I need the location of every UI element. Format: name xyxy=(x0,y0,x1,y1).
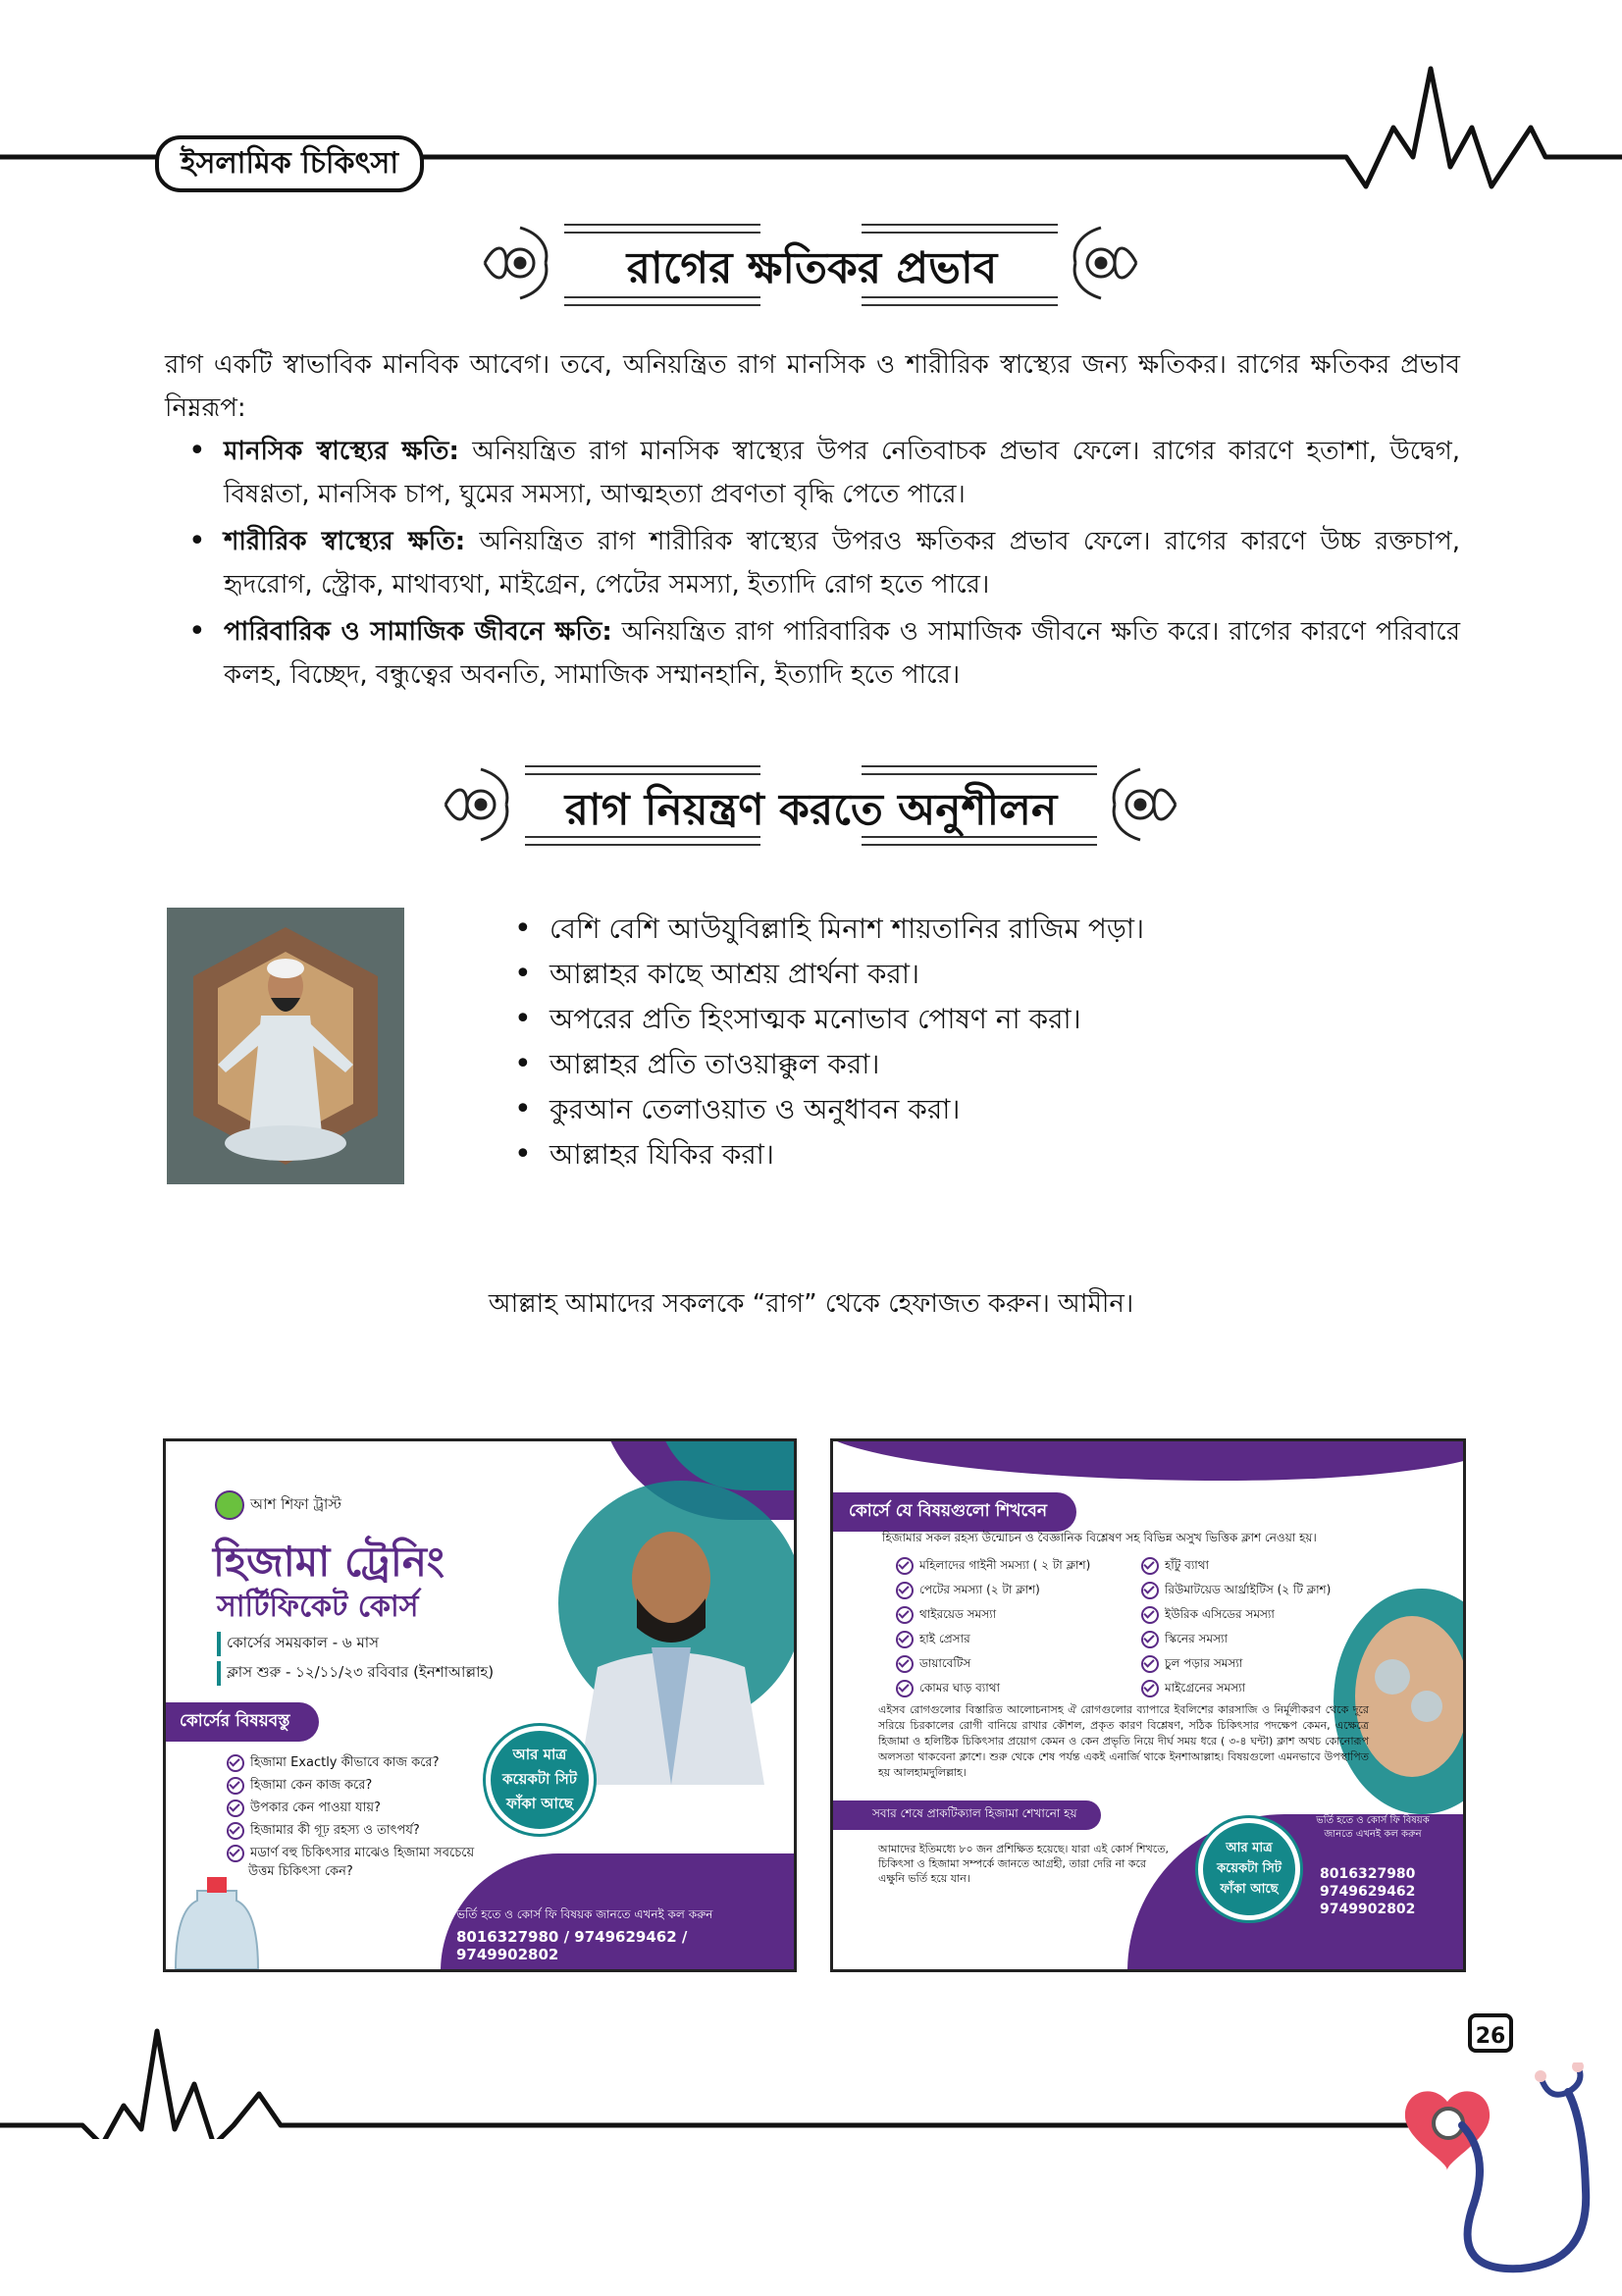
org-name: আশ শিফা ট্রাস্ট xyxy=(250,1495,342,1513)
topic-text: হিজামা কেন কাজ করে? xyxy=(250,1778,373,1793)
syllabus-item xyxy=(896,1627,1141,1651)
check-icon xyxy=(896,1606,914,1624)
title-rule-top-right xyxy=(862,765,1097,775)
syllabus-text: স্কিনের সমস্যা xyxy=(1165,1632,1228,1645)
syllabus-item xyxy=(1141,1602,1387,1627)
phone-number: 9749629462 xyxy=(1320,1884,1416,1900)
harmful-effects-list xyxy=(177,430,1460,697)
syllabus-text: পেটের সমস্যা (২ টা ক্লাশ) xyxy=(919,1583,1040,1596)
syllabus-item xyxy=(1141,1578,1387,1602)
contact-label: ভর্তি হতে ও কোর্স ফি বিষয়ক জানতে এখনই কল করুন xyxy=(1316,1815,1430,1840)
item-heading: শারীরিক স্বাস্থ্যের ক্ষতি: xyxy=(224,527,466,556)
item-text: অনিয়ন্ত্রিত রাগ মানসিক স্বাস্থ্যের উপর নেতিবাচক প্রভাব ফেলে। রাগের কারণে হতাশা, উদ্বেগ, বিষণ্ণতা, মানসিক চাপ, ঘুমের সমস্যা, আত্মহত্যা প্রবণতা বৃদ্ধি পেতে পারে। xyxy=(224,437,1461,509)
heart-stethoscope-icon xyxy=(1393,2062,1609,2288)
list-item: • অপরের প্রতি হিংসাত্মক মনোভাব পোষণ না করা। xyxy=(502,997,1189,1042)
check-icon xyxy=(896,1557,914,1575)
syllabus-text: হাই প্রেসার xyxy=(919,1632,970,1645)
check-icon xyxy=(1141,1557,1159,1575)
item-heading: মানসিক স্বাস্থ্যের ক্ষতি: xyxy=(224,437,459,466)
item-text: অনিয়ন্ত্রিত রাগ শারীরিক স্বাস্থ্যের উপরও ক্ষতিকর প্রভাব ফেলে। রাগের কারণে উচ্চ রক্তচাপ, হৃদরোগ, স্ট্রোক, মাথাব্যথা, মাইগ্রেন, পেটের সমস্যা, ইত্যাদি রোগ হতে পারে। xyxy=(224,527,1460,600)
list-item xyxy=(177,520,1460,606)
trained-note: আমাদের ইতিমধ্যে ৮০ জন প্রশিক্ষিত হয়েছে। যারা এই কোর্স শিখতে, চিকিৎসা ও হিজামা সম্পর্কে জানতে আগ্রহী, তারা দেরি না করে এক্ষুনি ভর্তি হয়ে যান। xyxy=(878,1843,1169,1885)
course-start: ক্লাস শুরু - ১২/১১/২৩ রবিবার (ইনশাআল্লাহ) xyxy=(217,1661,494,1686)
doctor-photo xyxy=(558,1500,784,1785)
course-duration: কোর্সের সময়কাল - ৬ মাস xyxy=(217,1632,379,1656)
check-icon xyxy=(227,1777,244,1795)
flyer-title-1: হিজামা ট্রেনিং xyxy=(213,1538,445,1586)
course-content-label: কোর্সের বিষয়বস্তু xyxy=(166,1702,319,1742)
seats-left-badge xyxy=(1198,1818,1300,1920)
topic-text: হিজামার কী গূঢ় রহস্য ও তাৎপর্য? xyxy=(250,1823,420,1838)
syllabus-left-list xyxy=(896,1553,1141,1700)
syllabus-text: রিউমাটয়েড আর্থ্রাইটিস (২ টি ক্লাশ) xyxy=(1165,1583,1332,1596)
check-icon xyxy=(896,1655,914,1673)
check-icon xyxy=(1141,1606,1159,1624)
check-icon xyxy=(227,1845,244,1862)
syllabus-item xyxy=(896,1602,1141,1627)
ornament-right-icon xyxy=(1101,765,1179,844)
check-icon xyxy=(1141,1655,1159,1673)
syllabus-text: কোমর ঘাড় ব্যাথা xyxy=(919,1681,1000,1695)
phone-number: 8016327980 xyxy=(1320,1866,1416,1882)
list-item: • আল্লাহর প্রতি তাওয়াক্কুল করা। xyxy=(502,1042,1189,1087)
course-topics xyxy=(227,1753,482,1881)
anger-control-list xyxy=(502,907,1189,1177)
hijama-syllabus-flyer xyxy=(830,1438,1466,1972)
syllabus-item xyxy=(896,1651,1141,1676)
syllabus-item xyxy=(896,1578,1141,1602)
check-icon xyxy=(227,1822,244,1840)
syllabus-item xyxy=(1141,1676,1387,1700)
footer-heartbeat-line xyxy=(0,2011,1433,2139)
check-icon xyxy=(1141,1582,1159,1599)
check-icon xyxy=(227,1754,244,1772)
ornament-right-icon xyxy=(1062,224,1140,302)
seats-left-badge xyxy=(486,1726,594,1834)
check-icon xyxy=(896,1631,914,1648)
contact-label: ভর্তি হতে ও কোর্স ফি বিষয়ক জানতে এখনই কল করুন xyxy=(456,1907,713,1921)
badge-text: আর মাত্র কয়েকটা সিট ফাঁকা আছে xyxy=(1217,1840,1282,1897)
syllabus-text: ইউরিক এসিডের সমস্যা xyxy=(1165,1607,1275,1621)
syllabus-text: মহিলাদের গাইনী সমস্যা ( ২ টা ক্লাশ) xyxy=(919,1558,1091,1572)
syllabus-text: মাইগ্রেনের সমস্যা xyxy=(1165,1681,1246,1695)
list-item: • কুরআন তেলাওয়াত ও অনুধাবন করা। xyxy=(502,1087,1189,1132)
topic-text: মডার্ণ বহু চিকিৎসার মাঝেও হিজামা সবচেয়ে উত্তম চিকিৎসা কেন? xyxy=(248,1846,475,1879)
syllabus-subtitle: হিজামার সকল রহস্য উন্মোচন ও বৈজ্ঞানিক বিশ্লেষণ সহ বিভিন্ন অসুখ ভিত্তিক ক্লাশ নেওয়া হয়। xyxy=(882,1531,1317,1544)
item-text: অনিয়ন্ত্রিত রাগ পারিবারিক ও সামাজিক জীবনে ক্ষতি করে। রাগের কারণে পরিবারে কলহ, বিচ্ছেদ, বন্ধুত্বের অবনতি, সামাজিক সম্মানহানি, ইত্যাদি হতে পারে। xyxy=(224,617,1460,690)
header-tag: ইসলামিক চিকিৎসা xyxy=(155,135,424,192)
check-icon xyxy=(1141,1680,1159,1697)
check-icon xyxy=(227,1800,244,1817)
syllabus-right-list xyxy=(1141,1553,1387,1700)
ornament-left-icon xyxy=(481,224,559,302)
cupping-glass-icon xyxy=(168,1871,266,1969)
page-number: 26 xyxy=(1468,2013,1513,2053)
check-icon xyxy=(1141,1631,1159,1648)
org-logo-icon xyxy=(215,1490,244,1520)
syllabus-item xyxy=(896,1553,1141,1578)
intro-paragraph: রাগ একটি স্বাভাবিক মানবিক আবেগ। তবে, অনিয়ন্ত্রিত রাগ মানসিক ও শারীরিক স্বাস্থ্যের জন্য ক্ষতিকর। রাগের ক্ষতিকর প্রভাব নিম্নরূপ: xyxy=(165,350,1460,423)
praying-man-illustration xyxy=(167,908,404,1184)
phone-number: 9749902802 xyxy=(1320,1902,1416,1917)
list-item: • আল্লাহর কাছে আশ্রয় প্রার্থনা করা। xyxy=(502,952,1189,997)
item-heading: পারিবারিক ও সামাজিক জীবনে ক্ষতি: xyxy=(224,617,612,647)
syllabus-item xyxy=(1141,1627,1387,1651)
topic-item xyxy=(227,1776,482,1795)
check-icon xyxy=(896,1680,914,1697)
practical-label: সবার শেষে প্রাকটিক্যাল হিজামা শেখানো হয় xyxy=(833,1800,1101,1830)
flyer-top-shape xyxy=(830,1438,1466,1481)
list-item: • বেশি বেশি আউযুবিল্লাহি মিনাশ শায়তানির রাজিম পড়া। xyxy=(502,907,1189,952)
syllabus-item xyxy=(1141,1553,1387,1578)
topic-item xyxy=(227,1753,482,1772)
syllabus-text: ডায়াবেটিস xyxy=(919,1656,971,1670)
syllabus-text: চুল পড়ার সমস্যা xyxy=(1165,1656,1243,1670)
badge-text: আর মাত্র কয়েকটা সিট ফাঁকা আছে xyxy=(502,1745,577,1812)
title-rule-top-left xyxy=(564,224,760,234)
topic-item xyxy=(227,1821,482,1840)
title-rule-top-left xyxy=(525,765,760,775)
check-icon xyxy=(896,1582,914,1599)
flyer-title-2: সার্টিফিকেট কোর্স xyxy=(217,1590,419,1624)
topic-text: উপকার কেন পাওয়া যায়? xyxy=(250,1800,381,1815)
list-item xyxy=(177,430,1460,516)
syllabus-body: এইসব রোগগুলোর বিস্তারিত আলোচনাসহ ঐ রোগগুলোর ব্যাপারে ইবলিশের কারসাজি ও নির্মূলীকরণ থেকে দূরে সরিয়ে চিরকালের রোগী বানিয়ে রাখার কৌশল, প্রকৃত কারণ বিশ্লেষণ, সঠিক চিকিৎসার পদক্ষেপ কেমন, এক্ষেত্রে হিজামা ও হলিষ্টিক চিকিৎসার প্রয়োগ কেমন ও কেন প্রভৃতি নিয়ে দীর্ঘ সময় ধরে ( ৩-৪ ঘন্টা) ক্লাশ অথচ কোনোরূপ অলসতা থাকবেনা ক্লাশে। শুরু থেকে শেষ পর্যন্ত একই এনার্জি থাকে ইনশাআল্লাহ। বিষয়গুলো এমনভাবে উপস্থাপিত হয় আলহামদুলিল্লাহ। xyxy=(878,1703,1369,1779)
contact-phones: 8016327980 / 9749629462 / 9749902802 xyxy=(456,1928,688,1963)
syllabus-item xyxy=(896,1676,1141,1700)
closing-prayer: আল্লাহ আমাদের সকলকে “রাগ” থেকে হেফাজত করুন। আমীন। xyxy=(488,1289,1134,1319)
syllabus-header: কোর্সে যে বিষয়গুলো শিখবেন xyxy=(833,1492,1076,1532)
contact-phones xyxy=(1320,1865,1415,1918)
section-title-anger-control: রাগ নিয়ন্ত্রণ করতে অনুশীলন xyxy=(564,785,1058,835)
topic-text: হিজামা Exactly কীভাবে কাজ করে? xyxy=(250,1755,440,1770)
ornament-left-icon xyxy=(442,765,520,844)
topic-item xyxy=(227,1799,482,1817)
hijama-course-flyer xyxy=(163,1438,797,1972)
list-item xyxy=(177,610,1460,697)
list-item: • আল্লাহর যিকির করা। xyxy=(502,1132,1189,1177)
syllabus-text: হাঁটু ব্যাথা xyxy=(1165,1558,1210,1572)
section-title-harmful-effects: রাগের ক্ষতিকর প্রভাব xyxy=(626,243,998,293)
syllabus-item xyxy=(1141,1651,1387,1676)
title-rule-top-right xyxy=(862,224,1058,234)
syllabus-text: থাইরয়েড সমস্যা xyxy=(919,1607,997,1621)
